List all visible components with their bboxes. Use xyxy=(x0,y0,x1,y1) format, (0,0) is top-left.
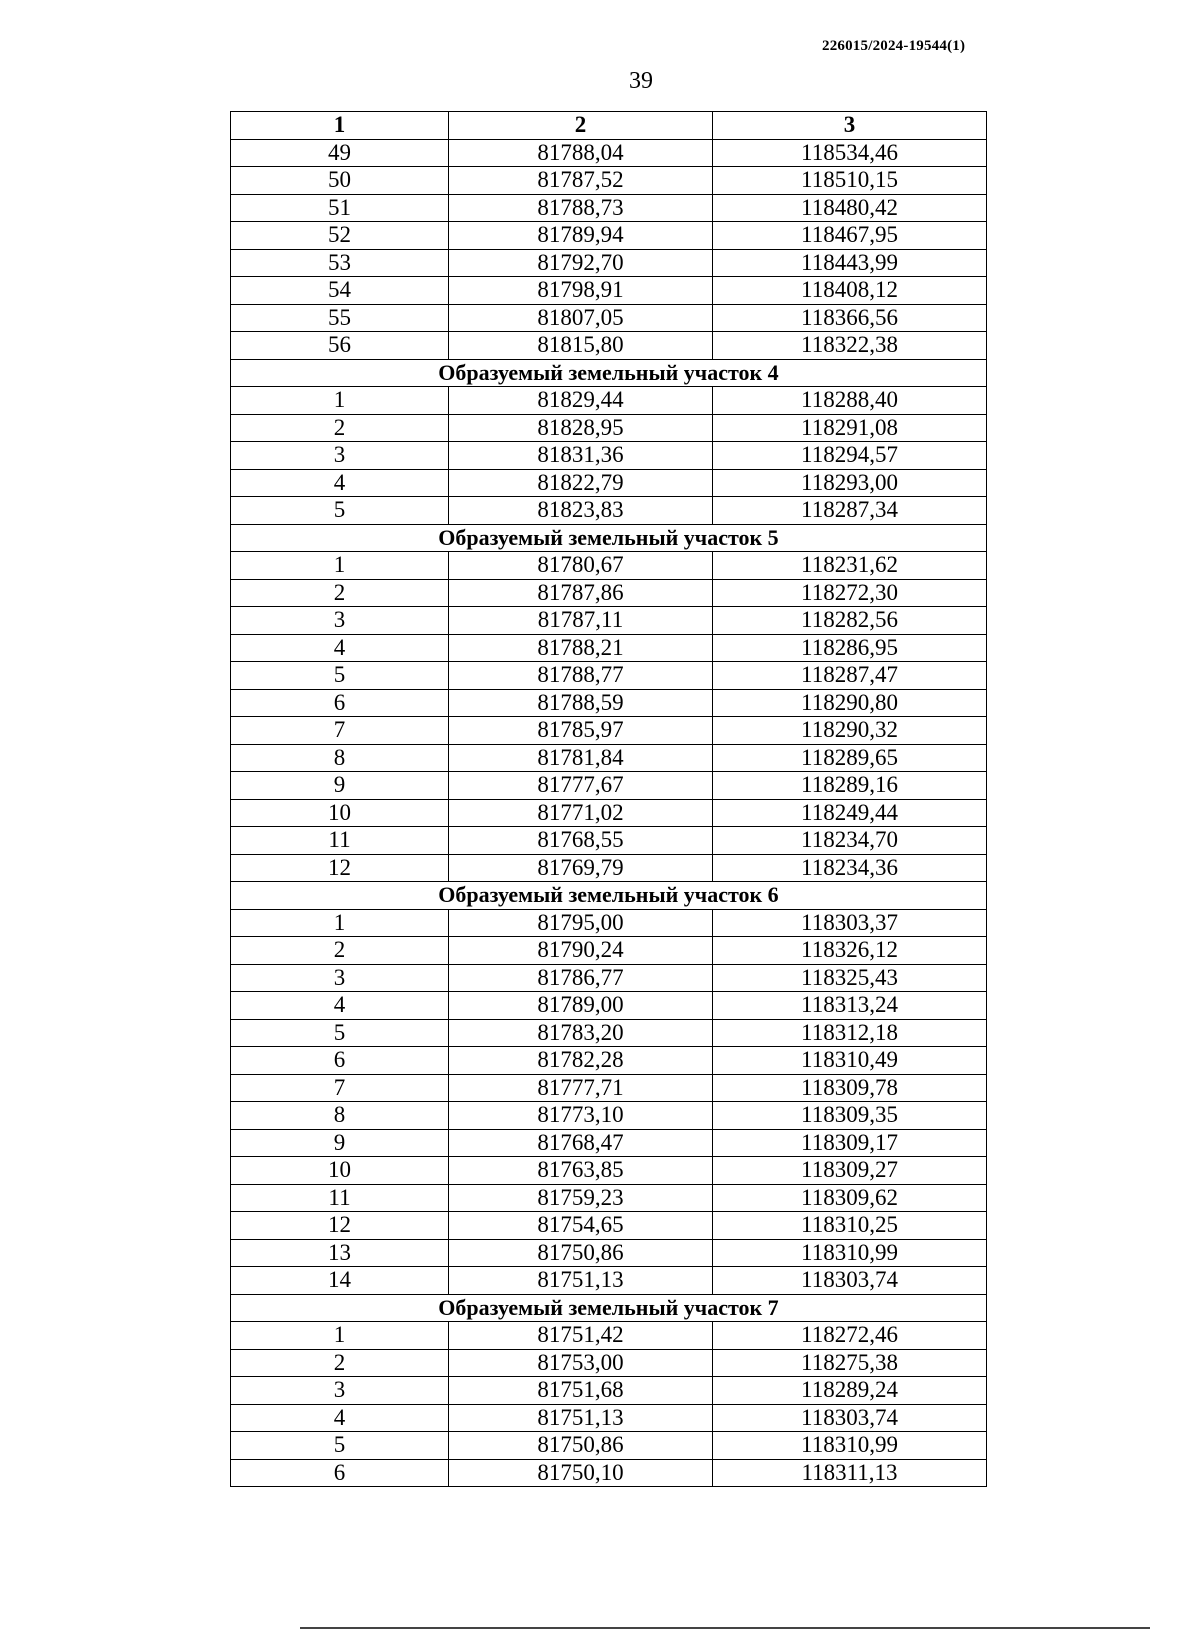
point-number-cell: 5 xyxy=(231,662,449,690)
x-coordinate-cell: 81822,79 xyxy=(449,469,713,497)
y-coordinate-cell: 118289,16 xyxy=(713,772,987,800)
table-header xyxy=(231,112,987,140)
document-id: 226015/2024-19544(1) xyxy=(822,38,966,54)
table-row xyxy=(231,772,987,800)
header-row xyxy=(231,112,987,140)
page-number: 39 xyxy=(629,68,653,94)
table-row xyxy=(231,442,987,470)
table-row xyxy=(231,799,987,827)
point-number-cell: 53 xyxy=(231,249,449,277)
y-coordinate-cell: 118480,42 xyxy=(713,194,987,222)
y-coordinate-cell: 118534,46 xyxy=(713,139,987,167)
x-coordinate-cell: 81789,94 xyxy=(449,222,713,250)
table-row xyxy=(231,1074,987,1102)
y-coordinate-cell: 118282,56 xyxy=(713,607,987,635)
table-row xyxy=(231,717,987,745)
table-row xyxy=(231,469,987,497)
y-coordinate-cell: 118234,70 xyxy=(713,827,987,855)
section-row xyxy=(231,882,987,910)
section-row xyxy=(231,1294,987,1322)
x-coordinate-cell: 81807,05 xyxy=(449,304,713,332)
table-row xyxy=(231,1212,987,1240)
x-coordinate-cell: 81773,10 xyxy=(449,1102,713,1130)
y-coordinate-cell: 118467,95 xyxy=(713,222,987,250)
point-number-cell: 3 xyxy=(231,964,449,992)
point-number-cell: 11 xyxy=(231,827,449,855)
table-row xyxy=(231,1157,987,1185)
x-coordinate-cell: 81768,47 xyxy=(449,1129,713,1157)
y-coordinate-cell: 118309,62 xyxy=(713,1184,987,1212)
x-coordinate-cell: 81771,02 xyxy=(449,799,713,827)
y-coordinate-cell: 118310,99 xyxy=(713,1432,987,1460)
y-coordinate-cell: 118366,56 xyxy=(713,304,987,332)
y-coordinate-cell: 118290,32 xyxy=(713,717,987,745)
point-number-cell: 13 xyxy=(231,1239,449,1267)
y-coordinate-cell: 118291,08 xyxy=(713,414,987,442)
y-coordinate-cell: 118275,38 xyxy=(713,1349,987,1377)
table-row xyxy=(231,909,987,937)
point-number-cell: 10 xyxy=(231,799,449,827)
x-coordinate-cell: 81815,80 xyxy=(449,332,713,360)
point-number-cell: 8 xyxy=(231,1102,449,1130)
y-coordinate-cell: 118303,37 xyxy=(713,909,987,937)
x-coordinate-cell: 81828,95 xyxy=(449,414,713,442)
table-row xyxy=(231,194,987,222)
point-number-cell: 10 xyxy=(231,1157,449,1185)
y-coordinate-cell: 118290,80 xyxy=(713,689,987,717)
table-row xyxy=(231,1432,987,1460)
table-row xyxy=(231,854,987,882)
y-coordinate-cell: 118310,99 xyxy=(713,1239,987,1267)
table-row xyxy=(231,1047,987,1075)
y-coordinate-cell: 118287,34 xyxy=(713,497,987,525)
x-coordinate-cell: 81823,83 xyxy=(449,497,713,525)
table-row xyxy=(231,1322,987,1350)
table-row xyxy=(231,634,987,662)
x-coordinate-cell: 81790,24 xyxy=(449,937,713,965)
table-row xyxy=(231,1019,987,1047)
table-row xyxy=(231,689,987,717)
x-coordinate-cell: 81781,84 xyxy=(449,744,713,772)
y-coordinate-cell: 118272,30 xyxy=(713,579,987,607)
y-coordinate-cell: 118311,13 xyxy=(713,1459,987,1487)
y-coordinate-cell: 118303,74 xyxy=(713,1267,987,1295)
x-coordinate-cell: 81753,00 xyxy=(449,1349,713,1377)
section-title: Образуемый земельный участок 5 xyxy=(231,524,987,552)
x-coordinate-cell: 81788,04 xyxy=(449,139,713,167)
x-coordinate-cell: 81785,97 xyxy=(449,717,713,745)
table-row xyxy=(231,249,987,277)
y-coordinate-cell: 118231,62 xyxy=(713,552,987,580)
y-coordinate-cell: 118288,40 xyxy=(713,387,987,415)
point-number-cell: 55 xyxy=(231,304,449,332)
point-number-cell: 54 xyxy=(231,277,449,305)
point-number-cell: 1 xyxy=(231,387,449,415)
point-number-cell: 2 xyxy=(231,579,449,607)
table-row xyxy=(231,992,987,1020)
column-header-2: 2 xyxy=(449,112,713,140)
y-coordinate-cell: 118408,12 xyxy=(713,277,987,305)
table-row xyxy=(231,1129,987,1157)
point-number-cell: 4 xyxy=(231,992,449,1020)
x-coordinate-cell: 81787,86 xyxy=(449,579,713,607)
y-coordinate-cell: 118309,35 xyxy=(713,1102,987,1130)
x-coordinate-cell: 81763,85 xyxy=(449,1157,713,1185)
table-row xyxy=(231,1377,987,1405)
table-row xyxy=(231,1102,987,1130)
point-number-cell: 56 xyxy=(231,332,449,360)
y-coordinate-cell: 118272,46 xyxy=(713,1322,987,1350)
x-coordinate-cell: 81777,67 xyxy=(449,772,713,800)
table-row xyxy=(231,964,987,992)
point-number-cell: 4 xyxy=(231,469,449,497)
table-row xyxy=(231,579,987,607)
x-coordinate-cell: 81788,73 xyxy=(449,194,713,222)
y-coordinate-cell: 118312,18 xyxy=(713,1019,987,1047)
y-coordinate-cell: 118309,78 xyxy=(713,1074,987,1102)
point-number-cell: 1 xyxy=(231,1322,449,1350)
x-coordinate-cell: 81769,79 xyxy=(449,854,713,882)
y-coordinate-cell: 118289,65 xyxy=(713,744,987,772)
point-number-cell: 12 xyxy=(231,854,449,882)
x-coordinate-cell: 81750,10 xyxy=(449,1459,713,1487)
x-coordinate-cell: 81786,77 xyxy=(449,964,713,992)
y-coordinate-cell: 118303,74 xyxy=(713,1404,987,1432)
point-number-cell: 4 xyxy=(231,634,449,662)
table-row xyxy=(231,1267,987,1295)
y-coordinate-cell: 118293,00 xyxy=(713,469,987,497)
table-row xyxy=(231,277,987,305)
point-number-cell: 12 xyxy=(231,1212,449,1240)
x-coordinate-cell: 81750,86 xyxy=(449,1239,713,1267)
table-row xyxy=(231,167,987,195)
y-coordinate-cell: 118289,24 xyxy=(713,1377,987,1405)
table-row xyxy=(231,552,987,580)
point-number-cell: 2 xyxy=(231,1349,449,1377)
x-coordinate-cell: 81754,65 xyxy=(449,1212,713,1240)
point-number-cell: 2 xyxy=(231,414,449,442)
x-coordinate-cell: 81787,11 xyxy=(449,607,713,635)
section-row xyxy=(231,359,987,387)
x-coordinate-cell: 81751,13 xyxy=(449,1404,713,1432)
point-number-cell: 3 xyxy=(231,607,449,635)
point-number-cell: 5 xyxy=(231,1432,449,1460)
table-row xyxy=(231,662,987,690)
table-row xyxy=(231,1404,987,1432)
point-number-cell: 5 xyxy=(231,497,449,525)
table-row xyxy=(231,744,987,772)
x-coordinate-cell: 81783,20 xyxy=(449,1019,713,1047)
x-coordinate-cell: 81789,00 xyxy=(449,992,713,1020)
point-number-cell: 8 xyxy=(231,744,449,772)
table-row xyxy=(231,827,987,855)
point-number-cell: 6 xyxy=(231,1047,449,1075)
x-coordinate-cell: 81751,13 xyxy=(449,1267,713,1295)
y-coordinate-cell: 118309,17 xyxy=(713,1129,987,1157)
y-coordinate-cell: 118326,12 xyxy=(713,937,987,965)
point-number-cell: 52 xyxy=(231,222,449,250)
x-coordinate-cell: 81782,28 xyxy=(449,1047,713,1075)
scan-edge-line xyxy=(300,1627,1150,1629)
table-row xyxy=(231,1184,987,1212)
y-coordinate-cell: 118294,57 xyxy=(713,442,987,470)
point-number-cell: 51 xyxy=(231,194,449,222)
table-row xyxy=(231,387,987,415)
column-header-1: 1 xyxy=(231,112,449,140)
y-coordinate-cell: 118286,95 xyxy=(713,634,987,662)
point-number-cell: 50 xyxy=(231,167,449,195)
table-row xyxy=(231,414,987,442)
point-number-cell: 7 xyxy=(231,717,449,745)
x-coordinate-cell: 81780,67 xyxy=(449,552,713,580)
point-number-cell: 49 xyxy=(231,139,449,167)
table-row xyxy=(231,1349,987,1377)
x-coordinate-cell: 81751,42 xyxy=(449,1322,713,1350)
table-row xyxy=(231,1459,987,1487)
column-header-3: 3 xyxy=(713,112,987,140)
table-row xyxy=(231,497,987,525)
table-row xyxy=(231,937,987,965)
y-coordinate-cell: 118234,36 xyxy=(713,854,987,882)
coordinates-table xyxy=(230,111,987,1487)
y-coordinate-cell: 118249,44 xyxy=(713,799,987,827)
section-row xyxy=(231,524,987,552)
x-coordinate-cell: 81795,00 xyxy=(449,909,713,937)
x-coordinate-cell: 81788,77 xyxy=(449,662,713,690)
x-coordinate-cell: 81787,52 xyxy=(449,167,713,195)
point-number-cell: 3 xyxy=(231,1377,449,1405)
point-number-cell: 9 xyxy=(231,1129,449,1157)
point-number-cell: 3 xyxy=(231,442,449,470)
x-coordinate-cell: 81751,68 xyxy=(449,1377,713,1405)
y-coordinate-cell: 118310,25 xyxy=(713,1212,987,1240)
point-number-cell: 1 xyxy=(231,552,449,580)
section-title: Образуемый земельный участок 4 xyxy=(231,359,987,387)
x-coordinate-cell: 81750,86 xyxy=(449,1432,713,1460)
table-body xyxy=(231,139,987,1487)
point-number-cell: 4 xyxy=(231,1404,449,1432)
x-coordinate-cell: 81792,70 xyxy=(449,249,713,277)
table-row xyxy=(231,1239,987,1267)
y-coordinate-cell: 118322,38 xyxy=(713,332,987,360)
section-title: Образуемый земельный участок 6 xyxy=(231,882,987,910)
x-coordinate-cell: 81788,21 xyxy=(449,634,713,662)
point-number-cell: 9 xyxy=(231,772,449,800)
point-number-cell: 7 xyxy=(231,1074,449,1102)
point-number-cell: 14 xyxy=(231,1267,449,1295)
x-coordinate-cell: 81788,59 xyxy=(449,689,713,717)
y-coordinate-cell: 118510,15 xyxy=(713,167,987,195)
x-coordinate-cell: 81777,71 xyxy=(449,1074,713,1102)
section-title: Образуемый земельный участок 7 xyxy=(231,1294,987,1322)
y-coordinate-cell: 118325,43 xyxy=(713,964,987,992)
x-coordinate-cell: 81759,23 xyxy=(449,1184,713,1212)
y-coordinate-cell: 118443,99 xyxy=(713,249,987,277)
y-coordinate-cell: 118310,49 xyxy=(713,1047,987,1075)
y-coordinate-cell: 118313,24 xyxy=(713,992,987,1020)
x-coordinate-cell: 81829,44 xyxy=(449,387,713,415)
x-coordinate-cell: 81831,36 xyxy=(449,442,713,470)
y-coordinate-cell: 118309,27 xyxy=(713,1157,987,1185)
x-coordinate-cell: 81798,91 xyxy=(449,277,713,305)
table-row xyxy=(231,332,987,360)
point-number-cell: 6 xyxy=(231,1459,449,1487)
table-row xyxy=(231,222,987,250)
point-number-cell: 2 xyxy=(231,937,449,965)
x-coordinate-cell: 81768,55 xyxy=(449,827,713,855)
table-row xyxy=(231,607,987,635)
point-number-cell: 11 xyxy=(231,1184,449,1212)
table-row xyxy=(231,139,987,167)
y-coordinate-cell: 118287,47 xyxy=(713,662,987,690)
point-number-cell: 5 xyxy=(231,1019,449,1047)
point-number-cell: 1 xyxy=(231,909,449,937)
table-row xyxy=(231,304,987,332)
point-number-cell: 6 xyxy=(231,689,449,717)
